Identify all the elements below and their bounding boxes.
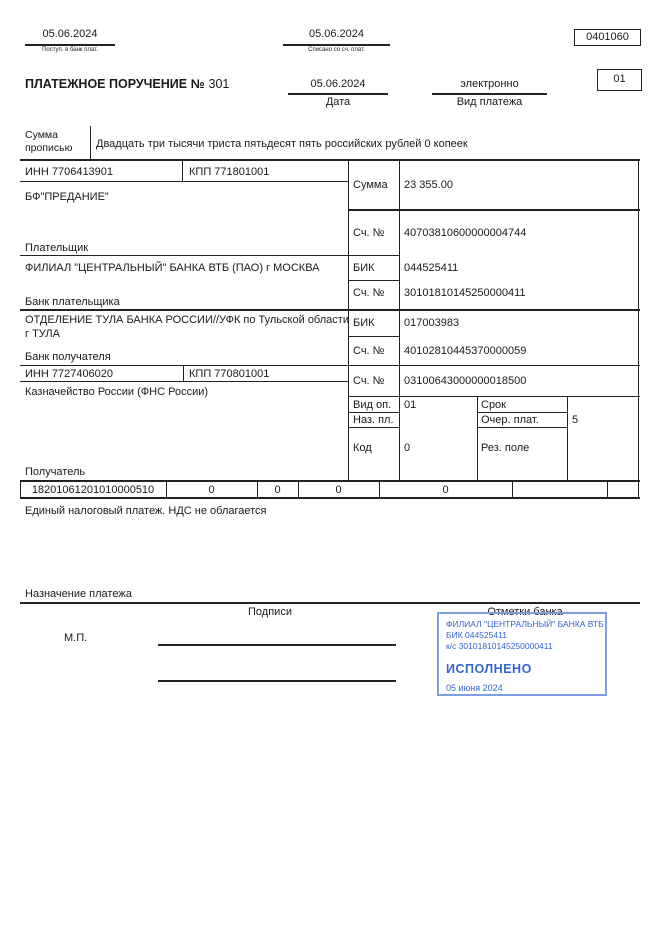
- payer-bank-account-label: Сч. №: [353, 287, 385, 299]
- divider: [90, 126, 91, 161]
- oktmo-cell: 0: [208, 484, 215, 496]
- bank-marks-label: Отметки банка: [487, 606, 563, 618]
- beneficiary-bank-name-line1: ОТДЕЛЕНИЕ ТУЛА БАНКА РОССИИ//УФК по Тульской области: [25, 314, 349, 326]
- stamp-bik: БИК 044525411: [446, 630, 507, 640]
- code-label: Код: [353, 442, 372, 454]
- reserve-field-label: Рез. поле: [481, 442, 530, 454]
- beneficiary-account-label: Сч. №: [353, 375, 385, 387]
- seal-place-label: М.П.: [64, 632, 88, 644]
- table-border: [477, 427, 567, 428]
- table-border: [20, 497, 640, 499]
- table-border: [399, 159, 400, 481]
- table-border: [20, 309, 640, 311]
- date-received-value: 05.06.2024: [42, 28, 98, 40]
- tax-doc-number-cell: 0: [442, 484, 449, 496]
- stamp-date: 05 июня 2024: [446, 683, 503, 693]
- signatures-label: Подписи: [248, 606, 292, 618]
- table-border: [183, 365, 184, 382]
- priority-label: Очер. плат.: [481, 414, 539, 426]
- op-type-label: Вид оп.: [353, 399, 392, 411]
- payment-purpose-text: Единый налоговый платеж. НДС не облагается: [25, 505, 267, 517]
- payer-bank-label: Банк плательщика: [25, 296, 120, 308]
- signature-line: [158, 680, 396, 682]
- table-border: [20, 480, 640, 482]
- stamp-bank-name: ФИЛИАЛ "ЦЕНТРАЛЬНЫЙ" БАНКА ВТБ: [446, 619, 604, 629]
- date-received-label: Поступ. в банк плат.: [42, 47, 98, 53]
- table-border: [348, 427, 400, 428]
- document-date-value: 05.06.2024: [310, 78, 366, 90]
- payer-account-value: 40703810600000004744: [404, 227, 527, 239]
- payment-kind-label: Вид платежа: [456, 96, 523, 108]
- table-border: [348, 396, 640, 397]
- beneficiary-bank-bik-value: 017003983: [404, 317, 460, 329]
- stamp-corr-account: к/с 30101810145250000411: [446, 641, 553, 651]
- pay-purpose-label: Наз. пл.: [353, 414, 394, 426]
- table-border: [348, 209, 640, 211]
- priority-value: 5: [572, 414, 579, 426]
- status-code-box: 01: [597, 69, 642, 91]
- table-border: [512, 480, 513, 499]
- table-border: [477, 396, 478, 481]
- op-type-value: 01: [404, 399, 417, 411]
- payer-bank-corr-account-value: 30101810145250000411: [404, 287, 526, 299]
- beneficiary-bank-account-label: Сч. №: [353, 345, 385, 357]
- document-date-label: Дата: [325, 96, 351, 108]
- divider: [432, 93, 547, 95]
- divider: [25, 44, 115, 46]
- beneficiary-bank-label: Банк получателя: [25, 351, 111, 363]
- divider: [20, 602, 640, 604]
- term-label: Срок: [481, 399, 506, 411]
- table-border: [567, 396, 568, 481]
- sum-value: 23 355.00: [404, 179, 453, 191]
- amount-in-words-label: Сумма прописью: [25, 129, 73, 154]
- table-border: [348, 280, 400, 281]
- stamp-status: ИСПОЛНЕНО: [446, 662, 532, 676]
- table-border: [182, 159, 183, 182]
- beneficiary-bank-name-line2: г ТУЛА: [25, 328, 60, 340]
- table-border: [348, 412, 400, 413]
- code-value: 0: [404, 442, 411, 454]
- date-debited-label: Списано со сч. плат.: [308, 47, 365, 53]
- payer-kpp: КПП 771801001: [189, 166, 270, 178]
- payer-label: Плательщик: [25, 242, 89, 254]
- amount-in-words-value: Двадцать три тысячи триста пятьдесят пять российских рублей 0 копеек: [96, 138, 468, 150]
- beneficiary-inn: ИНН 7727406020: [25, 368, 114, 380]
- kbk-cell: 18201061201010000510: [31, 484, 155, 496]
- payer-bank-name: ФИЛИАЛ "ЦЕНТРАЛЬНЫЙ" БАНКА ВТБ (ПАО) г МОСКВА: [25, 262, 320, 274]
- signature-line: [158, 644, 396, 646]
- table-border: [607, 480, 608, 499]
- payer-account-label: Сч. №: [353, 227, 385, 239]
- table-border: [20, 381, 348, 382]
- table-border: [20, 365, 640, 366]
- payer-inn: ИНН 7706413901: [25, 166, 114, 178]
- payment-purpose-label: Назначение платежа: [25, 588, 132, 600]
- beneficiary-name: Казначейство России (ФНС России): [25, 386, 209, 398]
- sum-label: Сумма: [353, 179, 388, 191]
- beneficiary-bank-bik-label: БИК: [353, 317, 375, 329]
- beneficiary-account-value: 03100643000000018500: [404, 375, 527, 387]
- table-border: [20, 255, 400, 256]
- table-border: [20, 181, 348, 182]
- table-border: [477, 412, 567, 413]
- document-title: ПЛАТЕЖНОЕ ПОРУЧЕНИЕ №: [25, 77, 205, 91]
- table-border: [348, 336, 400, 337]
- payer-name: БФ"ПРЕДАНИЕ": [25, 191, 109, 203]
- document-number: 301: [208, 77, 230, 91]
- payer-bank-bik-label: БИК: [353, 262, 375, 274]
- payer-bank-bik-value: 044525411: [404, 262, 459, 274]
- divider: [288, 93, 388, 95]
- table-border: [638, 159, 639, 499]
- tax-period-cell: 0: [335, 484, 342, 496]
- bank-stamp: [437, 612, 607, 696]
- beneficiary-label: Получатель: [25, 466, 86, 478]
- divider: [283, 44, 390, 46]
- payment-kind-value: электронно: [460, 78, 519, 90]
- form-code-box: 0401060: [574, 29, 641, 46]
- tax-basis-cell: 0: [274, 484, 281, 496]
- date-debited-value: 05.06.2024: [308, 28, 365, 40]
- table-border: [20, 159, 640, 161]
- beneficiary-kpp: КПП 770801001: [189, 368, 270, 380]
- beneficiary-bank-account-value: 40102810445370000059: [404, 345, 527, 357]
